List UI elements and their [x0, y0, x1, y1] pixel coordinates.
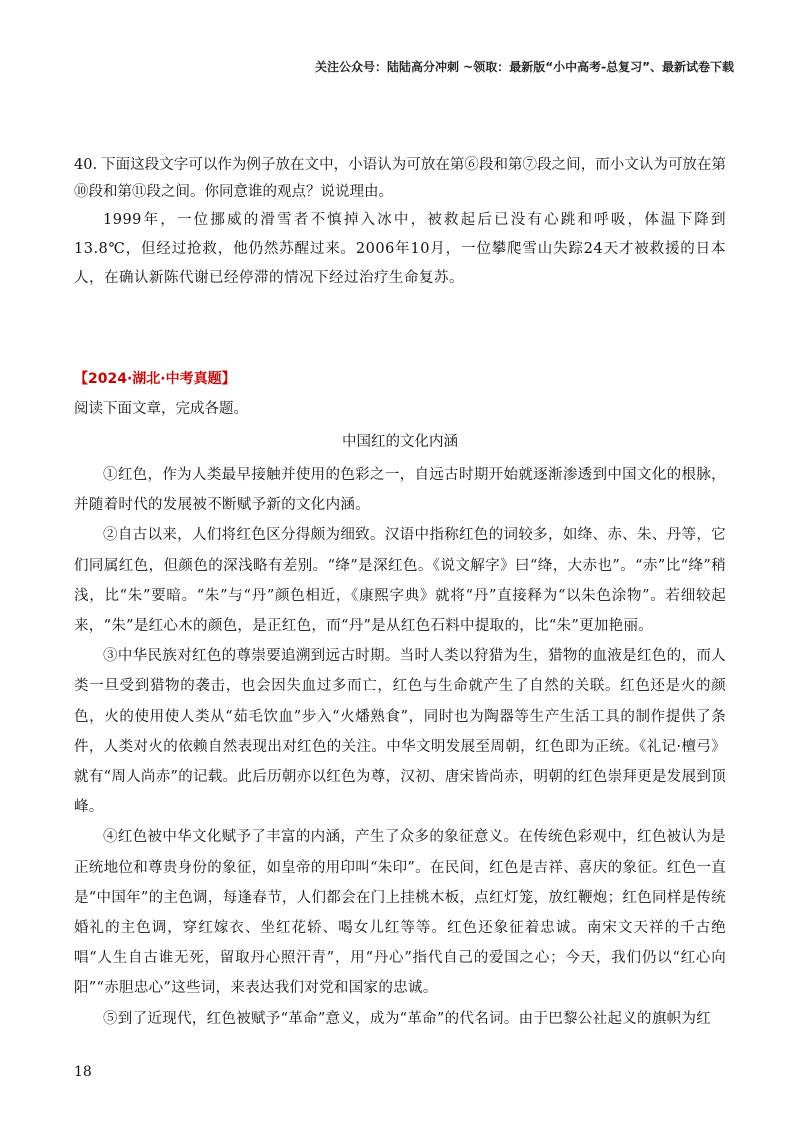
page-number: 18 — [74, 1064, 92, 1080]
question-example: 1999年，一位挪威的滑雪者不慎掉入冰中，被救起后已没有心跳和呼吸，体温下降到13.8℃，但经过抢救，他仍然苏醒过来。2006年10月，一位攀爬雪山失踪24天才被救援的日本人，在确认新陈代谢已经停滞的情况下经过治疗生命复苏。 — [74, 212, 726, 286]
article-paragraph-5: ⑤到了近现代，红色被赋予“革命”意义，成为“革命”的代名词。由于巴黎公社起义的旗帜为红 — [103, 1010, 712, 1027]
article-paragraph-1: ①红色，作为人类最早接触并使用的色彩之一，自远古时期开始就逐渐渗透到中国文化的根脉，并随着时代的发展被不断赋予新的文化内涵。 — [74, 467, 726, 514]
question-block — [74, 152, 726, 293]
question-text: 下面这段文字可以作为例子放在文中，小语认为可放在第⑥段和第⑦段之间，而小文认为可放在第⑩段和第⑪段之间。你同意谁的观点？说说理由。 — [74, 157, 726, 200]
source-tag: 【2024·湖北·中考真题】 — [74, 371, 236, 387]
question-prompt — [74, 152, 726, 206]
header-banner: 关注公众号：陆陆高分冲刺 ~领取：最新版“小中高考-总复习”、最新试卷下载 — [315, 60, 734, 74]
article-paragraph-4: ④红色被中华文化赋予了丰富的内涵，产生了众多的象征意义。在传统色彩观中，红色被认为是正统地位和尊贵身份的象征，如皇帝的用印叫“朱印”。在民间，红色是吉祥、喜庆的象征。红色一直是“中国年”的主色调，每逢春节，人们都会在门上挂桃木板，点红灯笼，放红鞭炮；红色同样是传统婚礼的主色调，穿红嫁衣、坐红花轿、喝女儿红等等。红色还象征着忠诚。南宋文天祥的千古绝唱“人生自古谁无死，留取丹心照汗青”，用“丹心”指代自己的爱国之心；今天，我们仍以“红心向阳”“赤胆忠心”这些词，来表达我们对党和国家的忠诚。 — [74, 829, 726, 997]
article-paragraph-3: ③中华民族对红色的尊崇要追溯到远古时期。当时人类以狩猎为生，猎物的血液是红色的，而人类一旦受到猎物的袭击，也会因失血过多而亡，红色与生命就产生了自然的关联。红色还是火的颜色，火的使用使人类从“茹毛饮血”步入“火燔熟食”，同时也为陶器等生产生活工具的制作提供了条件，人类对火的依赖自然表现出对红色的关注。中华文明发展至周朝，红色即为正统。《礼记·檀弓》就有“周人尚赤”的记载。此后历朝亦以红色为尊，汉初、唐宋皆尚赤，明朝的红色崇拜更是发展到顶峰。 — [74, 648, 726, 816]
article-body — [74, 460, 726, 1034]
article-title: 中国红的文化内涵 — [342, 434, 458, 450]
reading-instruction: 阅读下面文章，完成各题。 — [74, 401, 248, 417]
article-paragraph-2: ②自古以来，人们将红色区分得颇为细致。汉语中指称红色的词较多，如绛、赤、朱、丹等，它们同属红色，但颜色的深浅略有差别。“绛”是深红色。《说文解字》曰“绛，大赤也”。“赤”比“绛”稍浅，比“朱”要暗。“朱”与“丹”颜色相近，《康熙字典》就将“丹”直接释为“以朱色涂物”。若细较起来，“朱”是红心木的颜色，是正红色，而“丹”是从红色石料中提取的，比“朱”更加艳丽。 — [74, 527, 726, 635]
question-number: 40. — [74, 157, 98, 173]
